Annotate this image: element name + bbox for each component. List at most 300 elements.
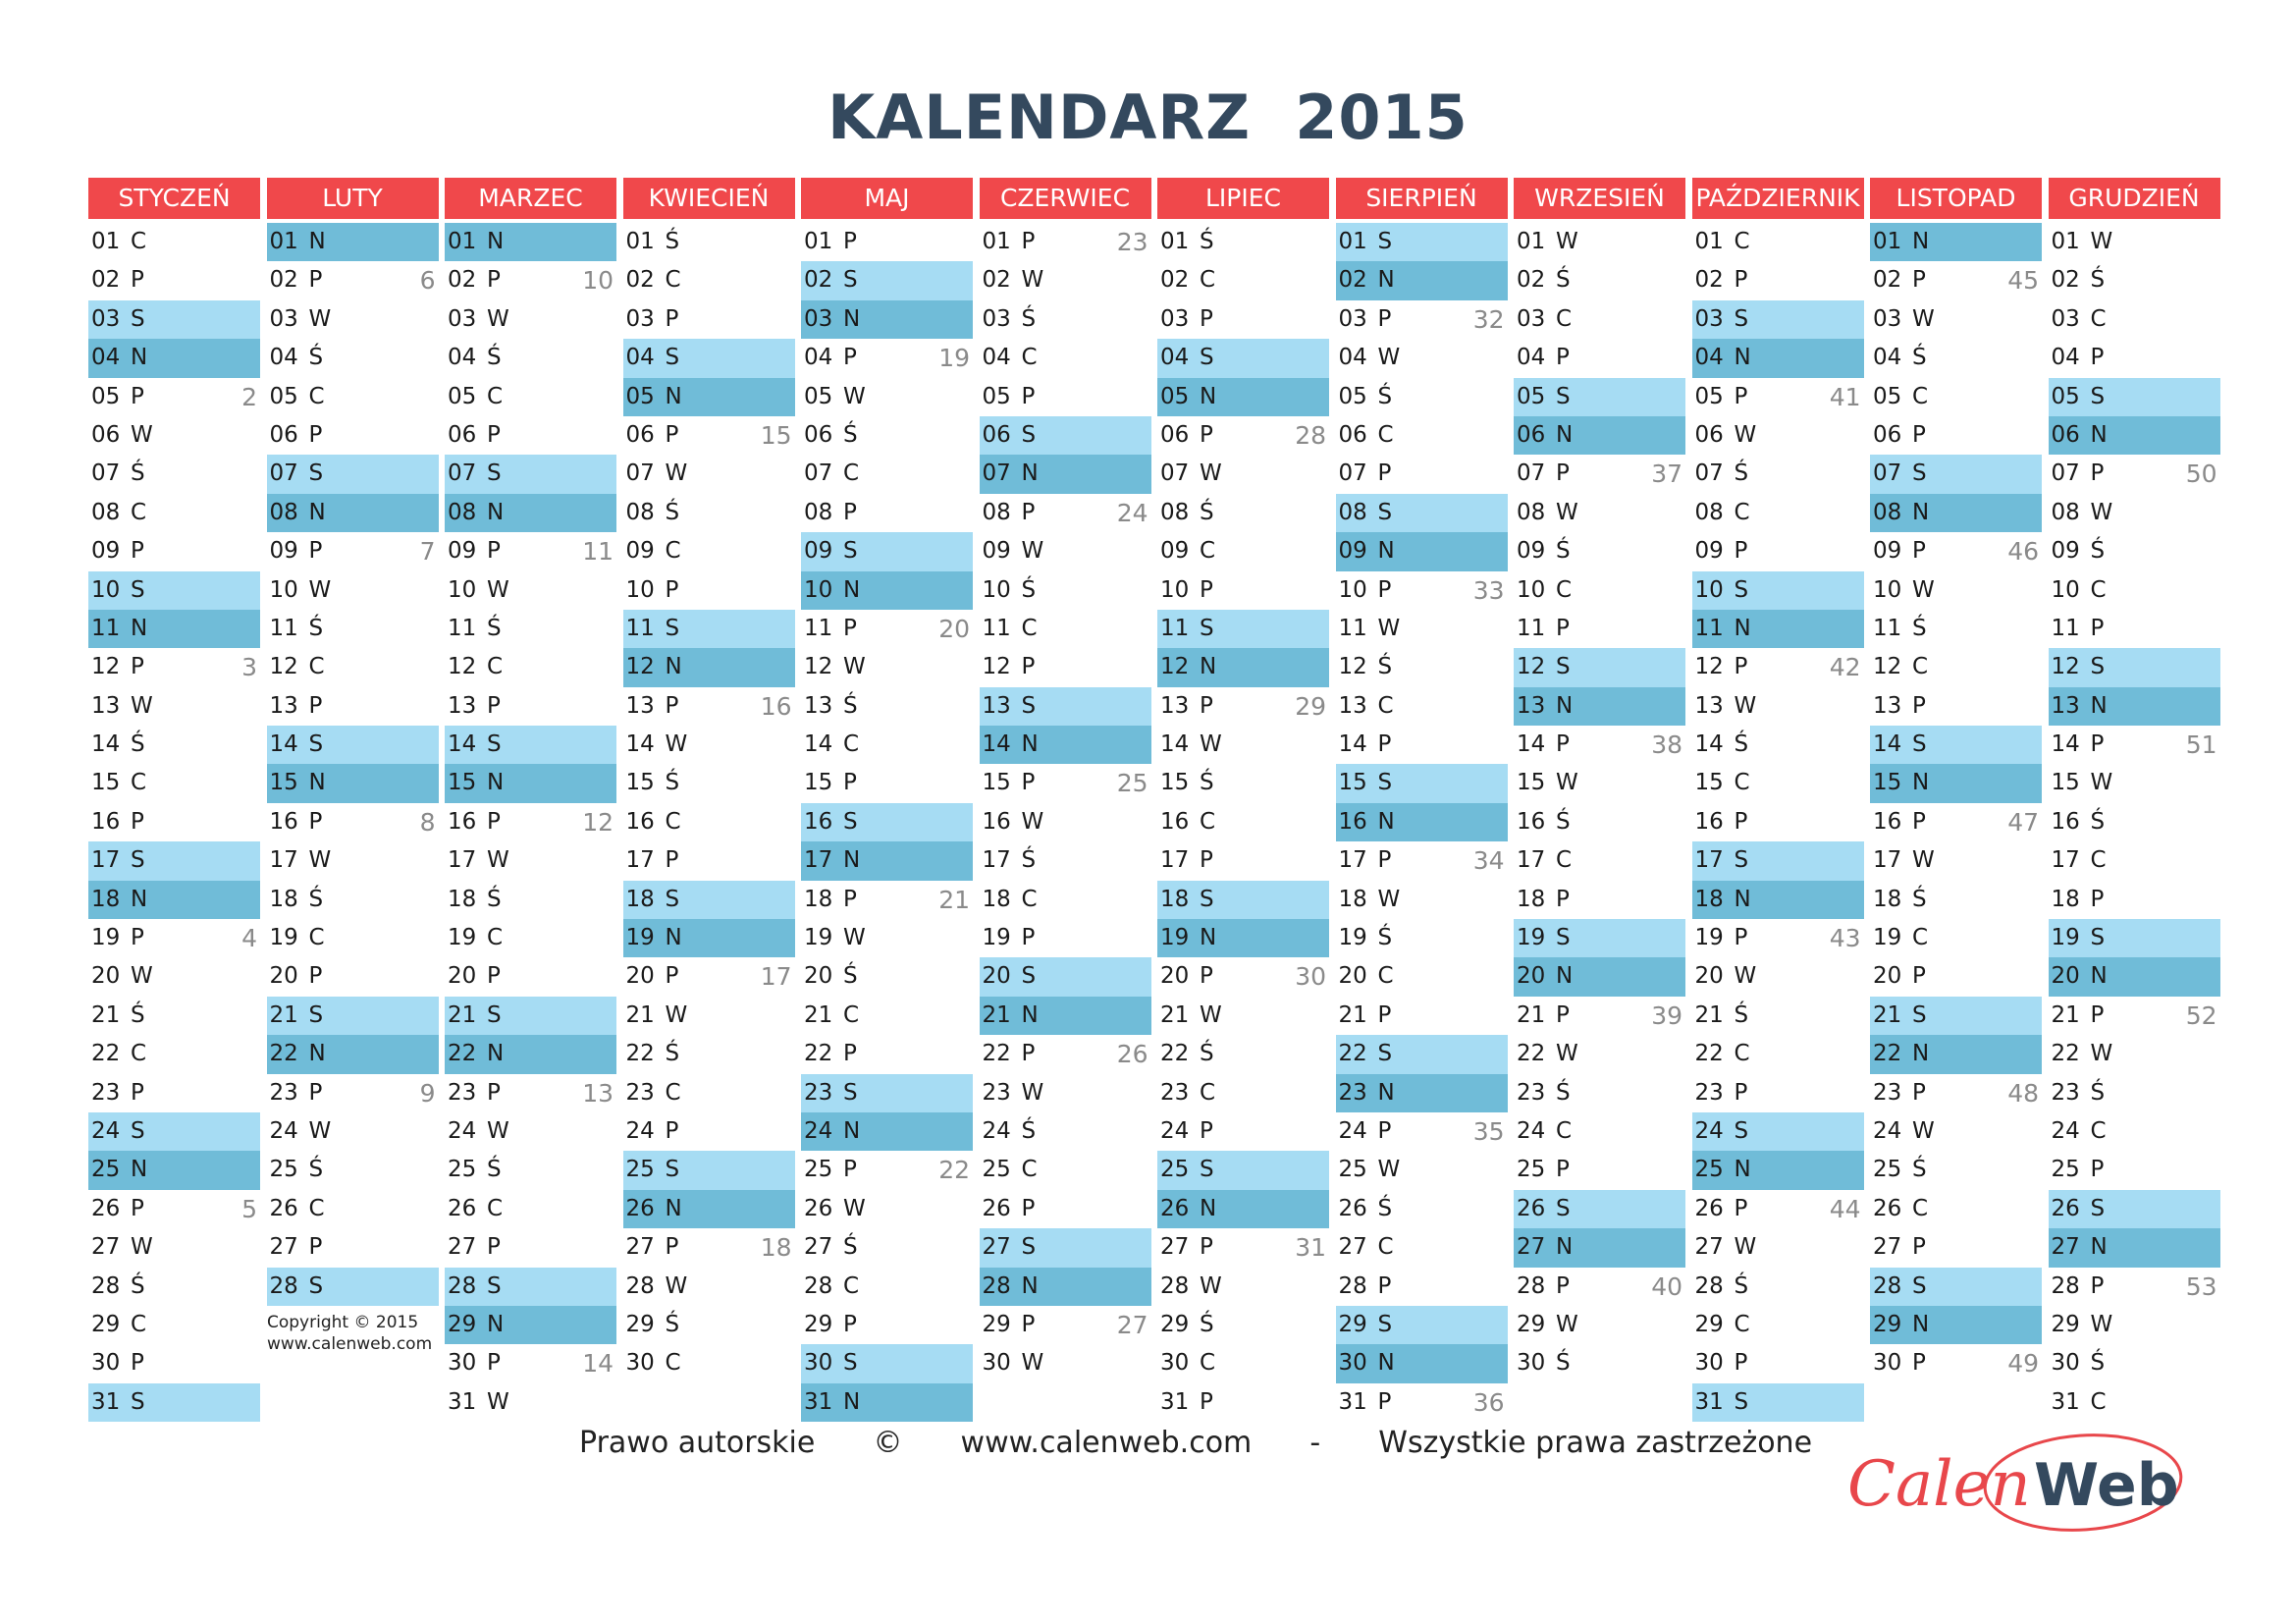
day-number: 15 xyxy=(1873,770,1902,796)
day-number: 28 xyxy=(1694,1272,1724,1299)
week-number: 18 xyxy=(760,1233,792,1263)
weekday-letter: C xyxy=(487,654,504,680)
day-number: 03 xyxy=(448,305,477,332)
day-row xyxy=(1514,1306,1685,1344)
weekday-letter: P xyxy=(1200,847,1213,874)
day-number: 30 xyxy=(448,1350,477,1377)
day-row xyxy=(1692,1112,1864,1151)
day-number: 18 xyxy=(1338,886,1367,912)
day-number: 25 xyxy=(1517,1157,1546,1183)
day-number: 23 xyxy=(1694,1079,1724,1106)
day-row xyxy=(623,803,795,841)
day-row xyxy=(1692,532,1864,570)
day-number: 10 xyxy=(448,576,477,603)
weekday-letter: Ś xyxy=(1734,1272,1749,1299)
weekday-letter: S xyxy=(1021,1234,1037,1261)
day-row xyxy=(1692,1268,1864,1306)
week-number: 12 xyxy=(582,807,614,837)
weekday-letter: W xyxy=(1377,1157,1401,1183)
day-number: 06 xyxy=(1873,421,1902,448)
day-number: 20 xyxy=(269,963,298,990)
day-number: 21 xyxy=(625,1001,655,1028)
day-number: 28 xyxy=(1338,1272,1367,1299)
day-number: 22 xyxy=(1694,1041,1724,1067)
day-number: 24 xyxy=(448,1117,477,1144)
weekday-letter: P xyxy=(308,421,323,448)
day-number: 14 xyxy=(1160,731,1190,758)
day-row xyxy=(445,648,616,686)
weekday-letter: P xyxy=(1912,692,1926,719)
day-row xyxy=(88,1344,260,1382)
weekday-letter: N xyxy=(131,345,148,371)
day-row xyxy=(88,1228,260,1267)
day-number: 13 xyxy=(982,692,1011,719)
day-number: 26 xyxy=(625,1195,655,1221)
week-number: 51 xyxy=(2185,730,2217,760)
month-column xyxy=(88,178,260,1422)
day-row xyxy=(801,764,973,802)
day-number: 23 xyxy=(1160,1079,1190,1106)
day-row xyxy=(980,1228,1151,1267)
weekday-letter: Ś xyxy=(487,615,502,641)
weekday-letter: P xyxy=(1021,654,1036,680)
weekday-letter: C xyxy=(1912,925,1929,951)
day-row xyxy=(1514,1035,1685,1073)
day-number: 10 xyxy=(1160,576,1190,603)
weekday-letter: Ś xyxy=(1912,615,1927,641)
weekday-letter: C xyxy=(1021,1157,1038,1183)
weekday-letter: C xyxy=(1556,1117,1573,1144)
day-row xyxy=(1692,300,1864,339)
day-number: 26 xyxy=(91,1195,121,1221)
day-number: 28 xyxy=(804,1272,833,1299)
day-row xyxy=(445,1268,616,1306)
weekday-letter: P xyxy=(308,808,323,835)
day-row xyxy=(1514,378,1685,416)
day-number: 29 xyxy=(1517,1311,1546,1337)
weekday-letter: Ś xyxy=(1556,538,1571,565)
day-row xyxy=(623,997,795,1035)
day-number: 05 xyxy=(625,383,655,409)
day-row xyxy=(980,1344,1151,1382)
day-row xyxy=(1157,919,1329,957)
day-row xyxy=(623,648,795,686)
weekday-letter: W xyxy=(487,1388,509,1415)
day-number: 27 xyxy=(1338,1234,1367,1261)
day-number: 24 xyxy=(1338,1117,1367,1144)
page-title: KALENDARZ 2015 xyxy=(828,81,1468,153)
day-number: 12 xyxy=(448,654,477,680)
day-row xyxy=(2049,687,2220,726)
day-row xyxy=(445,1228,616,1267)
day-number: 12 xyxy=(269,654,298,680)
day-number: 05 xyxy=(1338,383,1367,409)
day-row xyxy=(2049,1344,2220,1382)
day-row xyxy=(1692,687,1864,726)
day-number: 07 xyxy=(1873,460,1902,487)
day-number: 12 xyxy=(1694,654,1724,680)
day-number: 20 xyxy=(804,963,833,990)
weekday-letter: Ś xyxy=(308,615,324,641)
weekday-letter: P xyxy=(665,847,679,874)
weekday-letter: S xyxy=(1556,383,1571,409)
day-number: 17 xyxy=(448,847,477,874)
day-number: 26 xyxy=(269,1195,298,1221)
weekday-letter: Ś xyxy=(665,229,680,254)
day-row xyxy=(445,997,616,1035)
day-row xyxy=(1514,841,1685,880)
month-header: LISTOPAD xyxy=(1870,178,2042,219)
day-row xyxy=(1514,610,1685,648)
day-row xyxy=(88,532,260,570)
day-row xyxy=(2049,300,2220,339)
day-number: 04 xyxy=(1338,345,1367,371)
month-column xyxy=(1514,178,1685,1383)
weekday-letter: Ś xyxy=(1734,460,1749,487)
day-row xyxy=(445,1306,616,1344)
week-number: 3 xyxy=(241,653,257,682)
day-number: 27 xyxy=(448,1234,477,1261)
day-row xyxy=(1514,764,1685,802)
day-row xyxy=(88,610,260,648)
month-column xyxy=(2049,178,2220,1422)
day-number: 08 xyxy=(1517,499,1546,525)
day-number: 22 xyxy=(804,1041,833,1067)
day-row xyxy=(980,1268,1151,1306)
day-number: 01 xyxy=(1873,229,1902,254)
day-row xyxy=(445,1151,616,1189)
weekday-letter: S xyxy=(665,886,680,912)
day-number: 28 xyxy=(448,1272,477,1299)
month-column xyxy=(445,178,616,1422)
day-number: 09 xyxy=(1517,538,1546,565)
day-number: 18 xyxy=(269,886,298,912)
weekday-letter: P xyxy=(843,1311,857,1337)
day-row xyxy=(88,1268,260,1306)
weekday-letter: S xyxy=(308,1001,324,1028)
weekday-letter: W xyxy=(2090,770,2113,796)
day-number: 02 xyxy=(804,267,833,294)
day-number: 18 xyxy=(1517,886,1546,912)
day-row xyxy=(1692,997,1864,1035)
day-number: 26 xyxy=(2051,1195,2080,1221)
day-number: 21 xyxy=(1873,1001,1902,1028)
day-row xyxy=(1870,687,2042,726)
weekday-letter: P xyxy=(1200,1117,1213,1144)
weekday-letter: Ś xyxy=(1556,1079,1571,1106)
weekday-letter: N xyxy=(1912,770,1930,796)
weekday-letter: S xyxy=(131,847,145,874)
weekday-letter: P xyxy=(1912,421,1926,448)
day-row xyxy=(2049,1228,2220,1267)
small-copyright-line2: www.calenweb.com xyxy=(267,1334,433,1355)
weekday-letter: Ś xyxy=(1912,345,1927,371)
day-number: 27 xyxy=(1873,1234,1902,1261)
week-number: 38 xyxy=(1651,730,1682,760)
day-number: 05 xyxy=(982,383,1011,409)
footer-site-link[interactable]: www.calenweb.com xyxy=(960,1426,1253,1460)
day-row xyxy=(980,881,1151,919)
weekday-letter: S xyxy=(665,345,680,371)
day-row xyxy=(445,1074,616,1112)
day-row xyxy=(2049,416,2220,455)
calenweb-logo xyxy=(1838,1422,2191,1540)
weekday-letter: C xyxy=(131,229,147,254)
day-row xyxy=(445,494,616,532)
week-number: 20 xyxy=(938,614,970,643)
day-row xyxy=(1514,571,1685,610)
day-row xyxy=(1870,610,2042,648)
weekday-letter: W xyxy=(2090,1041,2113,1067)
weekday-letter: N xyxy=(487,770,505,796)
day-row xyxy=(801,339,973,377)
day-number: 04 xyxy=(1517,345,1546,371)
weekday-letter: W xyxy=(1556,229,1578,254)
day-row xyxy=(1870,997,2042,1035)
day-row xyxy=(1692,919,1864,957)
day-row xyxy=(980,726,1151,764)
day-row xyxy=(267,1151,439,1189)
day-number: 09 xyxy=(1160,538,1190,565)
day-row xyxy=(88,378,260,416)
weekday-letter: N xyxy=(1556,692,1574,719)
day-row xyxy=(1336,648,1508,686)
day-number: 22 xyxy=(1517,1041,1546,1067)
day-row xyxy=(267,803,439,841)
day-row xyxy=(88,764,260,802)
day-row xyxy=(980,997,1151,1035)
day-row xyxy=(801,300,973,339)
day-row xyxy=(1870,300,2042,339)
day-number: 10 xyxy=(2051,576,2080,603)
weekday-letter: Ś xyxy=(131,460,145,487)
week-number: 31 xyxy=(1295,1233,1326,1263)
day-number: 16 xyxy=(1517,808,1546,835)
day-number: 27 xyxy=(2051,1234,2080,1261)
day-number: 16 xyxy=(1160,808,1190,835)
weekday-letter: P xyxy=(487,1350,501,1377)
weekday-letter: S xyxy=(843,267,858,294)
weekday-letter: S xyxy=(1912,1272,1927,1299)
day-number: 08 xyxy=(1873,499,1902,525)
day-number: 24 xyxy=(2051,1117,2080,1144)
day-number: 11 xyxy=(982,615,1011,641)
day-number: 16 xyxy=(804,808,833,835)
weekday-letter: Ś xyxy=(1556,808,1571,835)
day-number: 11 xyxy=(1873,615,1902,641)
weekday-letter: N xyxy=(308,229,326,254)
weekday-letter: Ś xyxy=(665,1041,680,1067)
weekday-letter: P xyxy=(1021,1311,1036,1337)
weekday-letter: W xyxy=(1021,1350,1044,1377)
day-number: 21 xyxy=(448,1001,477,1028)
day-row xyxy=(88,494,260,532)
weekday-letter: N xyxy=(131,1157,148,1183)
day-number: 06 xyxy=(269,421,298,448)
day-row xyxy=(88,223,260,261)
day-row xyxy=(2049,1035,2220,1073)
week-number: 33 xyxy=(1472,575,1505,605)
day-row xyxy=(1692,494,1864,532)
day-row xyxy=(445,957,616,996)
week-number: 40 xyxy=(1651,1271,1682,1301)
weekday-letter: P xyxy=(1734,383,1748,409)
day-row xyxy=(980,223,1151,261)
day-number: 10 xyxy=(804,576,833,603)
weekday-letter: W xyxy=(665,731,688,758)
day-row xyxy=(1336,1344,1508,1382)
day-number: 07 xyxy=(1160,460,1190,487)
weekday-letter: C xyxy=(1200,267,1216,294)
weekday-letter: N xyxy=(487,499,505,525)
day-row xyxy=(445,455,616,493)
weekday-letter: S xyxy=(1912,731,1927,758)
weekday-letter: C xyxy=(1377,1234,1394,1261)
day-number: 12 xyxy=(1160,654,1190,680)
weekday-letter: W xyxy=(843,925,866,951)
weekday-letter: P xyxy=(1200,963,1213,990)
day-row xyxy=(445,261,616,299)
week-number: 16 xyxy=(760,691,792,721)
day-number: 07 xyxy=(269,460,298,487)
day-row xyxy=(623,726,795,764)
weekday-letter: C xyxy=(1734,1041,1750,1067)
day-number: 14 xyxy=(804,731,833,758)
day-number: 10 xyxy=(1873,576,1902,603)
weekday-letter: P xyxy=(131,267,144,294)
day-number: 02 xyxy=(1873,267,1902,294)
day-number: 22 xyxy=(1338,1041,1367,1067)
day-number: 01 xyxy=(1694,229,1724,254)
weekday-letter: C xyxy=(131,499,147,525)
day-number: 16 xyxy=(1338,808,1367,835)
weekday-letter: P xyxy=(2090,1272,2105,1299)
day-number: 05 xyxy=(1160,383,1190,409)
day-row xyxy=(267,532,439,570)
day-row xyxy=(2049,803,2220,841)
day-row xyxy=(1336,378,1508,416)
day-number: 24 xyxy=(804,1117,833,1144)
weekday-letter: P xyxy=(1377,1117,1392,1144)
weekday-letter: P xyxy=(843,770,857,796)
day-row xyxy=(1336,1268,1508,1306)
day-row xyxy=(2049,881,2220,919)
weekday-letter: P xyxy=(131,654,144,680)
week-number: 30 xyxy=(1295,962,1326,992)
day-number: 27 xyxy=(1517,1234,1546,1261)
weekday-letter: S xyxy=(1912,460,1927,487)
weekday-letter: P xyxy=(1734,1195,1748,1221)
day-number: 18 xyxy=(1160,886,1190,912)
weekday-letter: S xyxy=(1734,305,1749,332)
day-row xyxy=(445,1035,616,1073)
day-row xyxy=(2049,1383,2220,1422)
day-number: 02 xyxy=(1338,267,1367,294)
day-row xyxy=(1157,532,1329,570)
weekday-letter: S xyxy=(1377,499,1393,525)
day-number: 31 xyxy=(1694,1388,1724,1415)
day-row xyxy=(1870,416,2042,455)
month-column xyxy=(980,178,1151,1383)
weekday-letter: C xyxy=(1377,963,1394,990)
weekday-letter: S xyxy=(2090,383,2106,409)
day-row xyxy=(623,571,795,610)
day-row xyxy=(1514,957,1685,996)
weekday-letter: Ś xyxy=(1200,1041,1214,1067)
day-number: 28 xyxy=(1160,1272,1190,1299)
day-number: 28 xyxy=(269,1272,298,1299)
day-number: 26 xyxy=(448,1195,477,1221)
day-row xyxy=(88,1151,260,1189)
day-row xyxy=(2049,1112,2220,1151)
day-number: 17 xyxy=(1338,847,1367,874)
weekday-letter: P xyxy=(665,421,679,448)
day-number: 15 xyxy=(1338,770,1367,796)
week-number: 13 xyxy=(582,1078,614,1108)
day-number: 08 xyxy=(1160,499,1190,525)
day-number: 19 xyxy=(1873,925,1902,951)
week-number: 29 xyxy=(1295,691,1326,721)
day-number: 21 xyxy=(2051,1001,2080,1028)
day-row xyxy=(1157,1035,1329,1073)
day-number: 14 xyxy=(2051,731,2080,758)
day-row xyxy=(1157,726,1329,764)
weekday-letter: P xyxy=(2090,886,2105,912)
day-number: 07 xyxy=(1338,460,1367,487)
footer-dash: - xyxy=(1309,1426,1321,1460)
day-row xyxy=(1336,919,1508,957)
day-row xyxy=(1336,881,1508,919)
day-row xyxy=(1336,416,1508,455)
day-row xyxy=(980,1151,1151,1189)
weekday-letter: N xyxy=(1021,460,1039,487)
weekday-letter: N xyxy=(665,383,682,409)
day-row xyxy=(88,416,260,455)
day-number: 07 xyxy=(1517,460,1546,487)
day-number: 23 xyxy=(982,1079,1011,1106)
day-number: 21 xyxy=(1160,1001,1190,1028)
weekday-letter: C xyxy=(2090,576,2107,603)
weekday-letter: C xyxy=(1021,615,1038,641)
weekday-letter: W xyxy=(1021,808,1044,835)
weekday-letter: Ś xyxy=(1377,383,1393,409)
day-row xyxy=(801,957,973,996)
day-row xyxy=(445,881,616,919)
weekday-letter: N xyxy=(131,886,148,912)
weekday-letter: P xyxy=(1377,847,1392,874)
day-number: 13 xyxy=(91,692,121,719)
day-row xyxy=(801,1112,973,1151)
day-number: 29 xyxy=(1338,1311,1367,1337)
weekday-letter: W xyxy=(1556,1041,1578,1067)
day-number: 14 xyxy=(91,731,121,758)
day-row xyxy=(623,1151,795,1189)
day-row xyxy=(980,416,1151,455)
day-row xyxy=(1336,1190,1508,1228)
week-number: 34 xyxy=(1472,846,1505,876)
weekday-letter: W xyxy=(1377,345,1401,371)
day-row xyxy=(267,300,439,339)
day-row xyxy=(267,223,439,261)
day-number: 18 xyxy=(2051,886,2080,912)
day-row xyxy=(88,1190,260,1228)
weekday-letter: C xyxy=(665,538,681,565)
day-row xyxy=(1692,416,1864,455)
day-row xyxy=(1514,648,1685,686)
day-row xyxy=(1514,1190,1685,1228)
weekday-letter: W xyxy=(1734,692,1757,719)
day-number: 07 xyxy=(625,460,655,487)
